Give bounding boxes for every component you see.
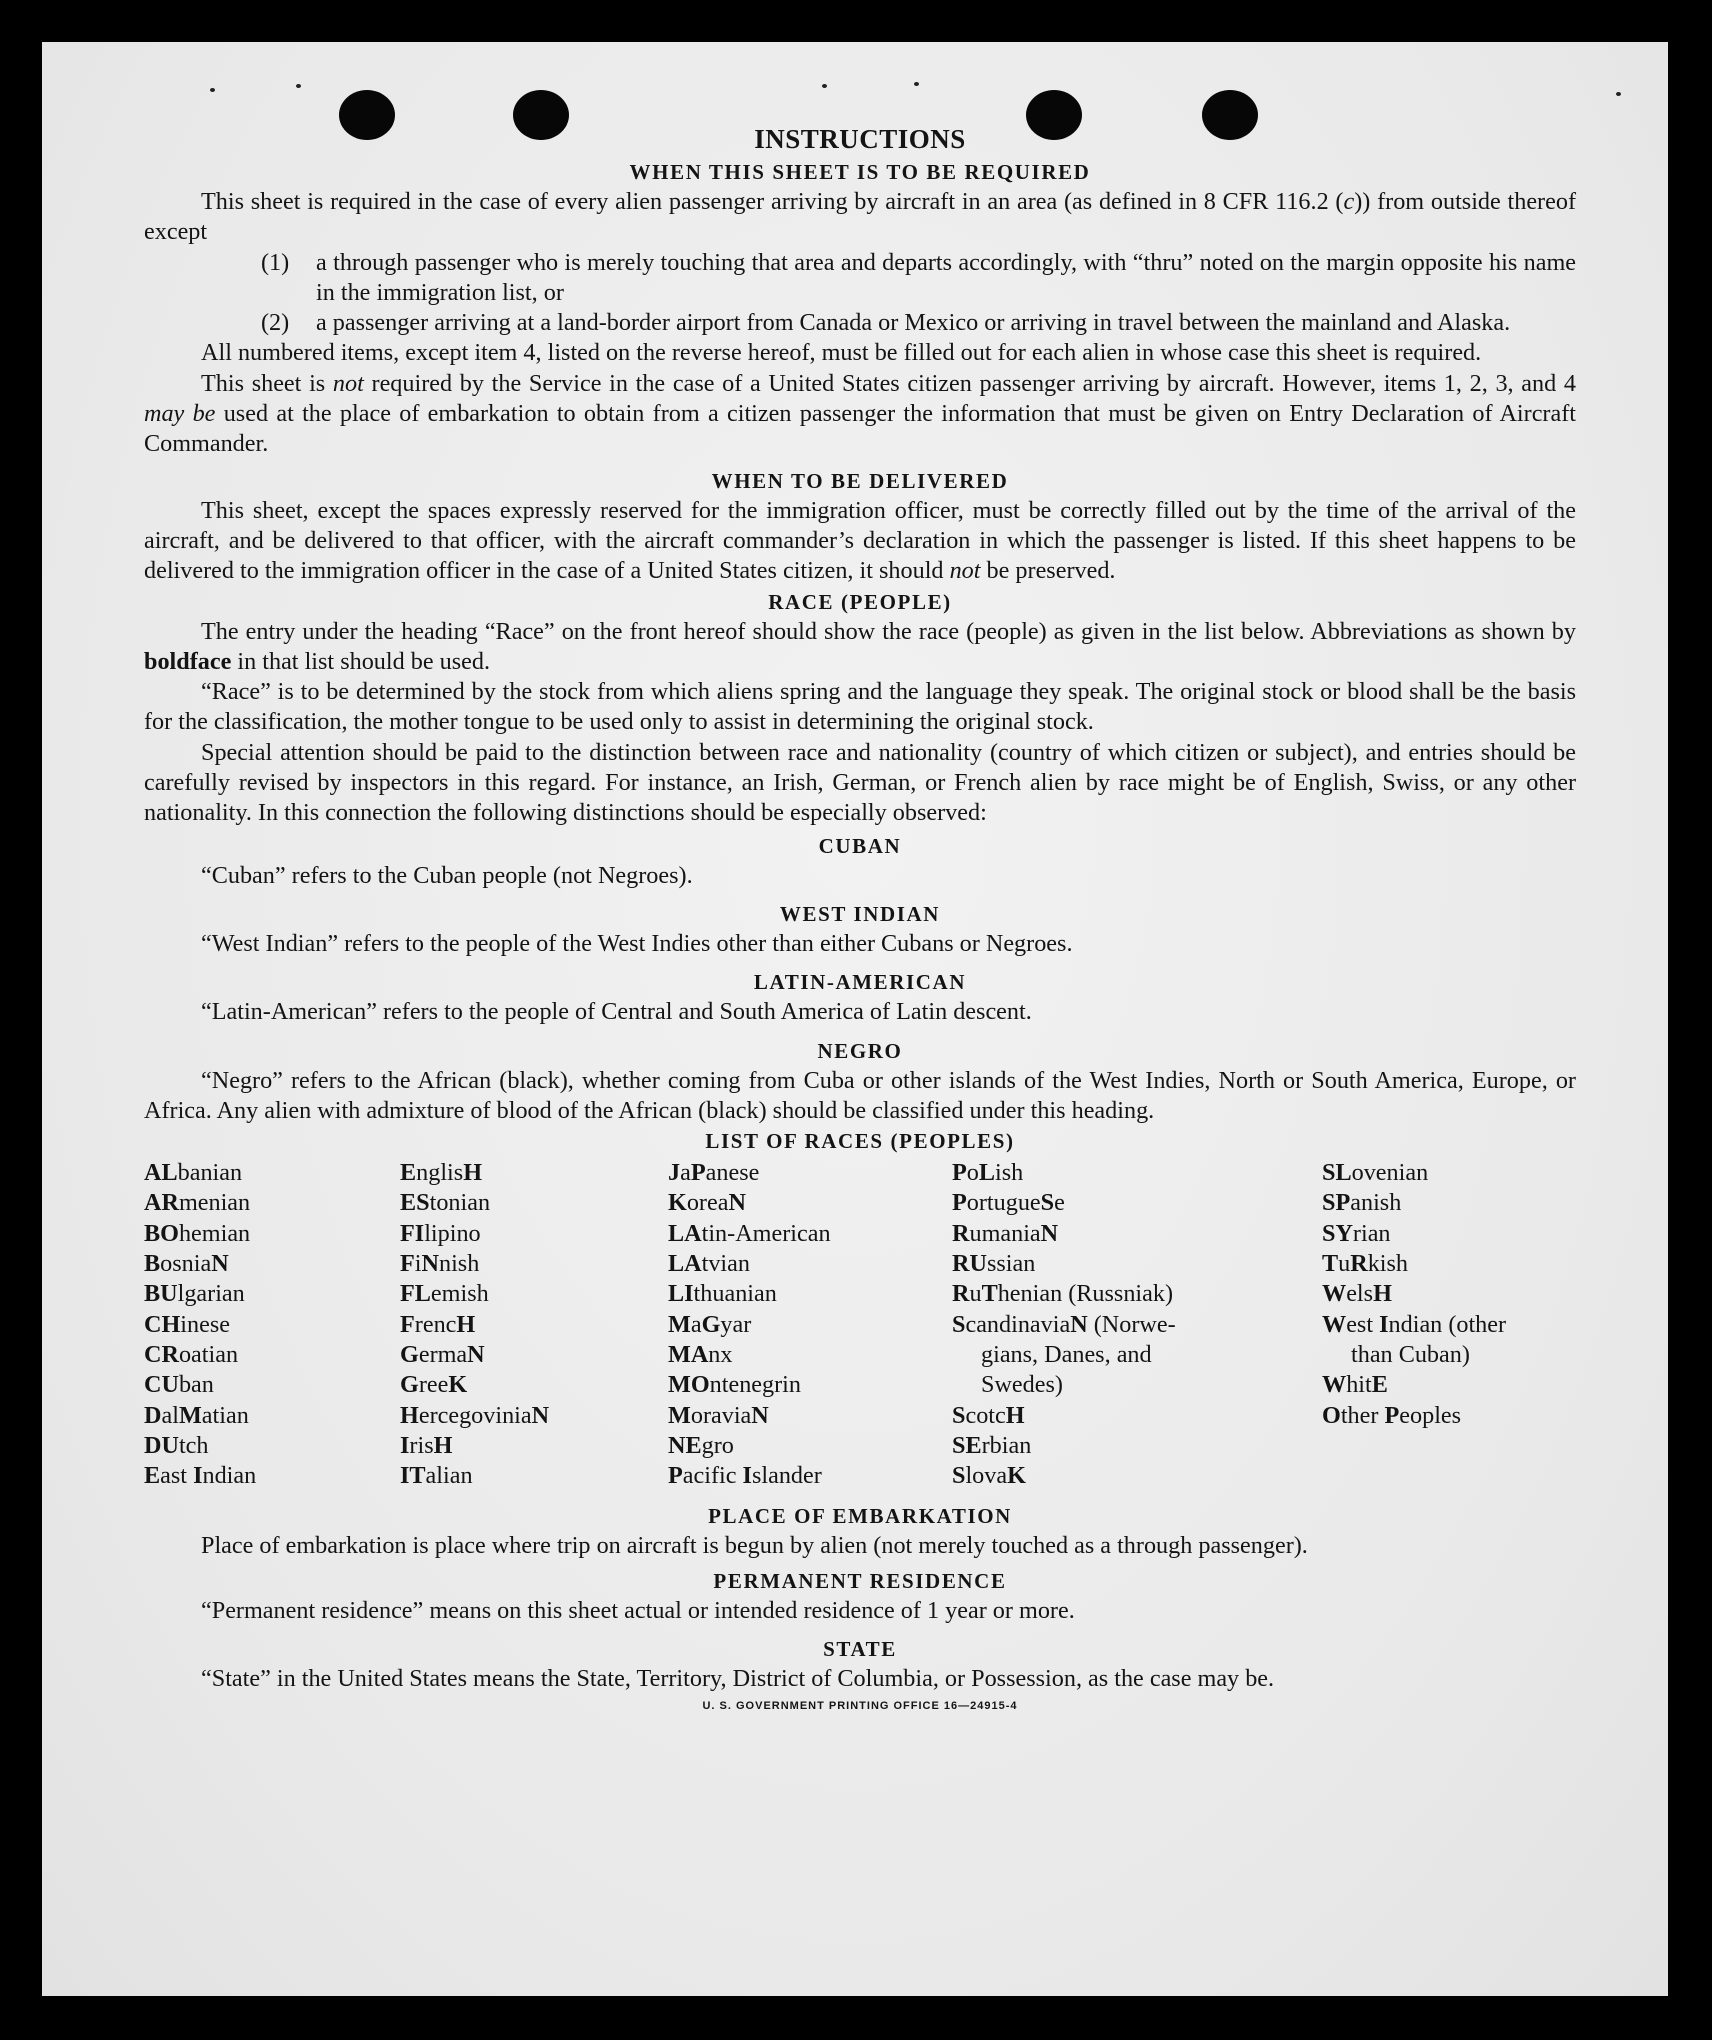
- race-entry: EnglisH: [400, 1159, 483, 1187]
- race-entry: Other Peoples: [1322, 1401, 1462, 1429]
- race-entry: gians, Danes, and: [981, 1340, 1152, 1368]
- heading-cuban: CUBAN: [818, 833, 902, 858]
- heading-permanent-residence: PERMANENT RESIDENCE: [713, 1568, 1007, 1593]
- heading-negro: NEGRO: [817, 1038, 903, 1063]
- race-entry: FiNnish: [400, 1250, 480, 1278]
- item-number: (1): [261, 248, 290, 276]
- race-entry: BosniaN: [144, 1250, 229, 1278]
- required-intro: This sheet is required in the case of every alien passenger arriving by aircraft in an area (as defined in 8 CFR 116.2 (c)) from outside thereof except: [144, 188, 1576, 246]
- race-entry: FLemish: [400, 1280, 489, 1308]
- race-entry: GermaN: [400, 1340, 485, 1368]
- speck: [822, 84, 827, 88]
- exception-item: [144, 308, 1576, 338]
- document-page: [42, 42, 1668, 1996]
- race-entry: CHinese: [144, 1310, 230, 1338]
- race-entry: BOhemian: [144, 1219, 251, 1247]
- race-entry: MoraviaN: [668, 1401, 769, 1429]
- item-text: a through passenger who is merely touching that area and departs accordingly, with “thru” noted on the margin opposite his name in the immigration list, or: [316, 248, 1576, 306]
- race-entry: WhitE: [1322, 1371, 1388, 1399]
- race-entry: CRoatian: [144, 1340, 239, 1368]
- speck: [1616, 92, 1621, 96]
- speck: [296, 84, 301, 88]
- race-entry: LAtvian: [668, 1250, 750, 1278]
- race-entry: PoLish: [952, 1159, 1024, 1187]
- race-entry: DUtch: [144, 1431, 209, 1459]
- item-number: (2): [261, 309, 290, 337]
- heading-embarkation: PLACE OF EMBARKATION: [708, 1504, 1012, 1529]
- race-entry: LAtin-American: [668, 1219, 831, 1247]
- race-entry: ALbanian: [144, 1159, 243, 1187]
- heading-delivered: WHEN TO BE DELIVERED: [711, 468, 1009, 493]
- page-title: INSTRUCTIONS: [754, 124, 966, 154]
- race-entry: HercegoviniaN: [400, 1401, 550, 1429]
- race-entry: KoreaN: [668, 1189, 746, 1217]
- race-entry: PortugueSe: [952, 1189, 1065, 1217]
- latin-american-paragraph: “Latin-American” refers to the people of Central and South America of Latin descent.: [201, 998, 1032, 1026]
- race-entry: West Indian (other: [1322, 1310, 1507, 1338]
- race-entry: WelsH: [1322, 1280, 1392, 1308]
- race-entry: SPanish: [1322, 1189, 1402, 1217]
- race-entry: BUlgarian: [144, 1280, 245, 1308]
- race-entry: Pacific Islander: [668, 1462, 822, 1490]
- race-entry: RumaniaN: [952, 1219, 1059, 1247]
- residence-paragraph: “Permanent residence” means on this sheet actual or intended residence of 1 year or more.: [201, 1596, 1075, 1624]
- speck: [210, 88, 215, 92]
- required-paragraph-3: This sheet is not required by the Service in the case of a United States citizen passenger arriving by aircraft. However, items 1, 2, 3, and 4 may be used at the place of embarkation to obtain from a citizen passenger the information that must be given on Entry Declaration of Aircraft Commander.: [144, 369, 1576, 458]
- embarkation-paragraph: Place of embarkation is place where trip on aircraft is begun by alien (not merely touched as a through passenger).: [201, 1532, 1308, 1560]
- race-entry: SLovenian: [1322, 1159, 1429, 1187]
- race-entry: Swedes): [981, 1371, 1063, 1399]
- race-entry: SlovaK: [952, 1462, 1026, 1490]
- heading-race: RACE (PEOPLE): [768, 589, 952, 614]
- heading-required: WHEN THIS SHEET IS TO BE REQUIRED: [629, 160, 1091, 184]
- negro-paragraph: “Negro” refers to the African (black), whether coming from Cuba or other islands of the West Indies, North or South America, Europe, or Africa. Any alien with admixture of blood of the African (black) should be classified under this heading.: [144, 1066, 1576, 1124]
- item-text: a passenger arriving at a land-border airport from Canada or Mexico or arriving in travel between the mainland and Alaska.: [316, 309, 1511, 337]
- cuban-paragraph: “Cuban” refers to the Cuban people (not Negroes).: [201, 861, 693, 889]
- races-table: [144, 1158, 1576, 1491]
- race-entry: than Cuban): [1351, 1340, 1470, 1368]
- race-entry: MAnx: [668, 1340, 733, 1368]
- race-entry: NEgro: [668, 1431, 734, 1459]
- race-entry: GreeK: [400, 1371, 468, 1399]
- race-entry: ARmenian: [144, 1189, 251, 1217]
- race-entry: RUssian: [952, 1250, 1036, 1278]
- race-entry: ScandinaviaN (Norwe-: [952, 1310, 1176, 1338]
- race-column: [400, 1158, 668, 1491]
- race-entry: ScotcH: [952, 1401, 1025, 1429]
- race-entry: JaPanese: [668, 1159, 760, 1187]
- instructions-content: [144, 124, 1576, 1712]
- race-paragraph-2: “Race” is to be determined by the stock from which aliens spring and the language they speak. The original stock or blood shall be the basis for the classification, the mother tongue to be used only to assist in determining the original stock.: [144, 678, 1576, 736]
- race-column: [668, 1158, 952, 1491]
- race-column: [144, 1158, 400, 1491]
- race-paragraph-1: The entry under the heading “Race” on the front hereof should show the race (people) as given in the list below. Abbreviations as shown by boldface in that list should be used.: [144, 617, 1576, 675]
- race-entry: RuThenian (Russniak): [952, 1280, 1174, 1308]
- race-entry: SYrian: [1322, 1219, 1391, 1247]
- race-entry: TuRkish: [1322, 1250, 1409, 1278]
- race-entry: FrencH: [400, 1310, 476, 1338]
- race-entry: EStonian: [400, 1189, 491, 1217]
- heading-list-of-races: LIST OF RACES (PEOPLES): [705, 1129, 1015, 1154]
- heading-west-indian: WEST INDIAN: [779, 901, 941, 926]
- race-column: [952, 1158, 1322, 1491]
- heading-state: STATE: [823, 1636, 897, 1661]
- printing-office-footer: U. S. GOVERNMENT PRINTING OFFICE 16—24915-4: [702, 1700, 1018, 1713]
- race-entry: LIthuanian: [668, 1280, 777, 1308]
- race-entry: ITalian: [400, 1462, 473, 1490]
- heading-latin-american: LATIN-AMERICAN: [753, 970, 967, 995]
- race-entry: East Indian: [144, 1462, 257, 1490]
- delivered-paragraph: This sheet, except the spaces expressly reserved for the immigration officer, must be correctly filled out by the time of the arrival of the aircraft, and be delivered to that officer, with the aircraft commander’s declaration in which the passenger is listed. If this sheet happens to be delivered to the immigration officer in the case of a United States citizen, it should not be preserved.: [144, 496, 1576, 585]
- required-paragraph-2: All numbered items, except item 4, listed on the reverse hereof, must be filled out for each alien in whose case this sheet is required.: [201, 339, 1482, 367]
- race-entry: SErbian: [952, 1431, 1032, 1459]
- speck: [914, 82, 919, 86]
- race-entry: MOntenegrin: [668, 1371, 801, 1399]
- race-entry: CUban: [144, 1371, 214, 1399]
- race-entry: MaGyar: [668, 1310, 752, 1338]
- race-entry: FIlipino: [400, 1219, 481, 1247]
- west-indian-paragraph: “West Indian” refers to the people of the West Indies other than either Cubans or Negroes.: [201, 929, 1073, 957]
- race-column: [1322, 1158, 1576, 1491]
- race-entry: IrisH: [400, 1431, 453, 1459]
- state-paragraph: “State” in the United States means the State, Territory, District of Columbia, or Possession, as the case may be.: [201, 1664, 1275, 1692]
- exception-item: [144, 248, 1576, 309]
- race-entry: DalMatian: [144, 1401, 249, 1429]
- race-paragraph-3: Special attention should be paid to the distinction between race and nationality (country of which citizen or subject), and entries should be carefully revised by inspectors in this regard. For instance, an Irish, German, or French alien by race might be of English, Swiss, or any other nationality. In this connection the following distinctions should be especially observed:: [144, 738, 1576, 827]
